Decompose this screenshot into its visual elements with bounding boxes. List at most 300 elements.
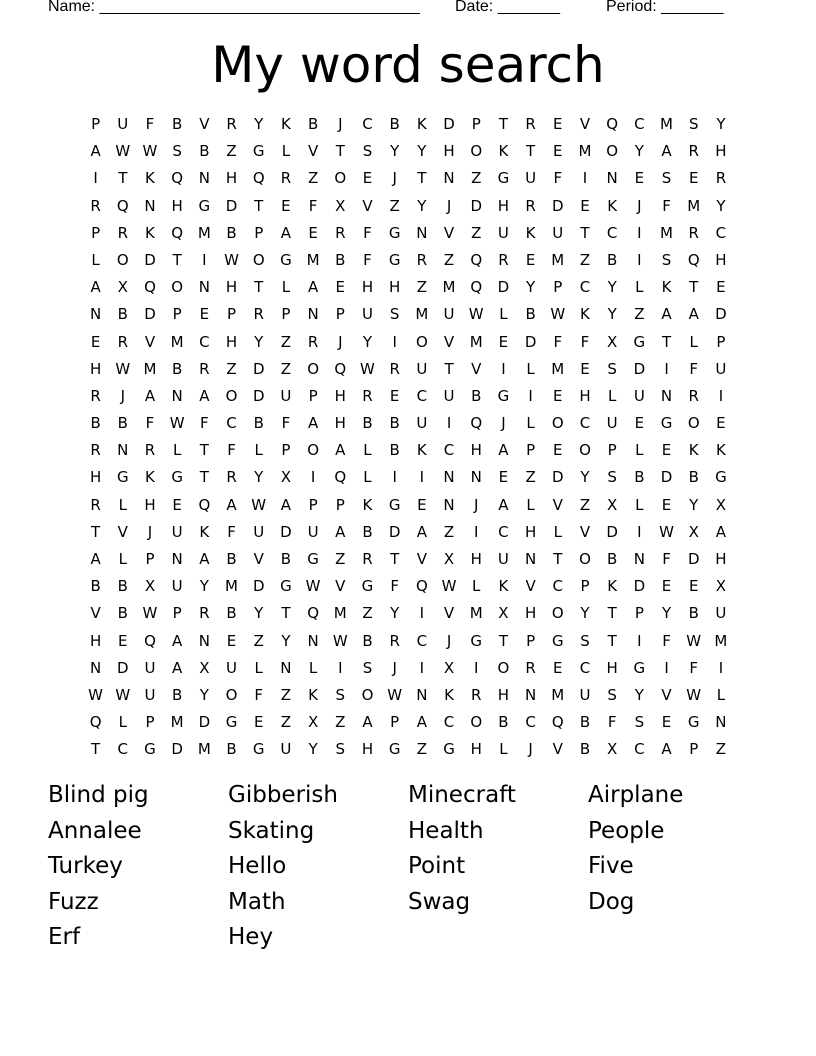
grid-cell[interactable]: A	[144, 386, 156, 405]
grid-cell[interactable]: E	[553, 115, 563, 133]
grid-cell[interactable]: R	[416, 250, 428, 269]
grid-cell[interactable]: E	[362, 169, 373, 188]
grid-cell[interactable]: I	[93, 169, 98, 188]
grid-cell[interactable]: D	[470, 196, 482, 215]
grid-cell[interactable]: L	[635, 495, 644, 514]
grid-cell[interactable]: U	[443, 386, 455, 405]
grid-cell[interactable]: E	[118, 631, 128, 650]
grid-cell[interactable]: R	[199, 604, 210, 623]
grid-cell[interactable]: K	[498, 577, 509, 596]
grid-cell[interactable]: T	[254, 278, 264, 297]
grid-cell[interactable]: Y	[254, 332, 264, 351]
grid-cell[interactable]: A	[715, 522, 727, 541]
grid-cell[interactable]: Y	[716, 115, 726, 133]
grid-cell[interactable]: Y	[689, 495, 699, 514]
grid-cell[interactable]: H	[715, 142, 727, 161]
grid-cell[interactable]: E	[661, 713, 672, 732]
grid-cell[interactable]: B	[688, 468, 699, 487]
grid-cell[interactable]: R	[525, 658, 536, 677]
grid-cell[interactable]: J	[338, 115, 343, 133]
grid-cell[interactable]: S	[661, 250, 672, 269]
grid-cell[interactable]: P	[91, 223, 101, 242]
grid-cell[interactable]: C	[634, 740, 645, 759]
grid-cell[interactable]: P	[227, 305, 237, 324]
grid-cell[interactable]: I	[202, 250, 207, 269]
grid-cell[interactable]: A	[661, 740, 672, 759]
grid-cell[interactable]: P	[689, 740, 699, 759]
grid-cell[interactable]: E	[634, 169, 645, 188]
grid-cell[interactable]: H	[89, 631, 102, 650]
grid-cell[interactable]: I	[474, 658, 479, 677]
grid-cell[interactable]: D	[144, 250, 156, 269]
grid-cell[interactable]: G	[715, 468, 727, 487]
grid-cell[interactable]: J	[147, 522, 153, 541]
grid-cell[interactable]: L	[635, 278, 644, 297]
grid-cell[interactable]: I	[664, 658, 669, 677]
grid-cell[interactable]: E	[335, 278, 346, 297]
grid-cell[interactable]: X	[307, 713, 319, 732]
grid-cell[interactable]: D	[552, 196, 564, 215]
grid-cell[interactable]: A	[362, 713, 373, 732]
grid-cell[interactable]: M	[551, 359, 565, 378]
grid-cell[interactable]: M	[578, 142, 592, 161]
grid-cell[interactable]: Z	[307, 169, 319, 188]
grid-cell[interactable]: C	[715, 223, 727, 242]
grid-cell[interactable]: V	[144, 332, 156, 351]
grid-cell[interactable]: T	[390, 550, 400, 568]
grid-cell[interactable]: K	[444, 685, 454, 704]
grid-cell[interactable]: U	[715, 359, 727, 378]
grid-cell[interactable]: N	[443, 468, 455, 487]
grid-cell[interactable]: G	[198, 196, 211, 215]
grid-cell[interactable]: B	[362, 414, 373, 433]
grid-cell[interactable]: R	[688, 223, 699, 242]
grid-cell[interactable]: U	[552, 223, 564, 242]
grid-cell[interactable]: F	[145, 115, 155, 133]
grid-cell[interactable]: P	[335, 495, 345, 514]
grid-cell[interactable]: A	[280, 495, 292, 514]
grid-cell[interactable]: H	[470, 740, 482, 759]
grid-cell[interactable]: Q	[687, 250, 700, 269]
grid-cell[interactable]: L	[553, 522, 562, 541]
grid-cell[interactable]: I	[310, 468, 316, 487]
grid-cell[interactable]: W	[686, 685, 702, 704]
grid-cell[interactable]: R	[525, 196, 536, 215]
grid-cell[interactable]: P	[281, 441, 291, 460]
grid-cell[interactable]: B	[117, 577, 128, 596]
grid-cell[interactable]: S	[362, 142, 373, 161]
grid-cell[interactable]: C	[579, 278, 591, 297]
grid-cell[interactable]: N	[524, 685, 537, 704]
grid-cell[interactable]: F	[607, 713, 617, 732]
grid-cell[interactable]: U	[443, 305, 455, 324]
grid-cell[interactable]: A	[498, 495, 509, 514]
grid-cell[interactable]: Q	[144, 631, 156, 650]
grid-cell[interactable]: L	[118, 713, 127, 732]
grid-cell[interactable]: H	[361, 278, 374, 297]
grid-cell[interactable]: I	[637, 522, 642, 541]
grid-cell[interactable]: H	[579, 386, 591, 405]
grid-cell[interactable]: N	[470, 468, 482, 487]
grid-cell[interactable]: J	[446, 631, 452, 650]
grid-cell[interactable]: U	[416, 414, 428, 433]
grid-cell[interactable]: E	[498, 332, 509, 351]
grid-cell[interactable]: T	[607, 604, 617, 623]
grid-cell[interactable]: H	[470, 550, 482, 568]
grid-cell[interactable]: O	[334, 169, 347, 188]
grid-cell[interactable]: Z	[715, 740, 727, 759]
grid-cell[interactable]: N	[524, 550, 537, 568]
grid-cell[interactable]: Z	[389, 196, 400, 215]
grid-cell[interactable]: F	[363, 223, 372, 242]
grid-cell[interactable]: W	[387, 685, 403, 704]
grid-cell[interactable]: Y	[254, 604, 264, 623]
grid-cell[interactable]: S	[172, 142, 182, 161]
grid-cell[interactable]: G	[551, 631, 564, 650]
grid-cell[interactable]: E	[90, 332, 101, 351]
grid-cell[interactable]: W	[468, 305, 484, 324]
grid-cell[interactable]: Z	[416, 740, 427, 759]
grid-cell[interactable]: P	[308, 495, 318, 514]
grid-cell[interactable]: K	[145, 468, 155, 487]
grid-cell[interactable]: V	[525, 577, 536, 596]
grid-cell[interactable]: Q	[198, 495, 211, 514]
grid-cell[interactable]: B	[199, 142, 210, 161]
grid-cell[interactable]: M	[197, 740, 211, 759]
grid-cell[interactable]: A	[172, 631, 183, 650]
grid-cell[interactable]: U	[497, 223, 509, 242]
grid-cell[interactable]: N	[660, 386, 673, 405]
grid-cell[interactable]: O	[606, 142, 619, 161]
grid-cell[interactable]: T	[118, 169, 128, 188]
grid-cell[interactable]: B	[389, 115, 400, 133]
grid-cell[interactable]: E	[580, 196, 590, 215]
grid-cell[interactable]: I	[718, 658, 724, 677]
grid-cell[interactable]: V	[199, 115, 210, 133]
grid-cell[interactable]: L	[118, 495, 127, 514]
grid-cell[interactable]: C	[117, 740, 129, 759]
grid-cell[interactable]: O	[307, 359, 319, 378]
grid-cell[interactable]: P	[580, 577, 590, 596]
grid-cell[interactable]: E	[580, 359, 590, 378]
name-field[interactable]: Name: ____________________________________	[48, 0, 420, 15]
grid-cell[interactable]: N	[633, 550, 645, 568]
grid-cell[interactable]: I	[582, 169, 588, 188]
grid-cell[interactable]: J	[501, 414, 506, 433]
grid-cell[interactable]: B	[172, 359, 183, 378]
grid-cell[interactable]: W	[686, 631, 702, 650]
grid-cell[interactable]: Q	[470, 414, 483, 433]
grid-cell[interactable]: T	[199, 441, 209, 460]
grid-cell[interactable]: V	[90, 604, 101, 623]
grid-cell[interactable]: X	[607, 740, 618, 759]
grid-cell[interactable]: B	[471, 386, 482, 405]
grid-cell[interactable]: V	[335, 577, 346, 596]
grid-cell[interactable]: L	[526, 359, 535, 378]
grid-cell[interactable]: D	[117, 658, 129, 677]
grid-cell[interactable]: Q	[171, 223, 184, 242]
grid-cell[interactable]: P	[526, 631, 536, 650]
grid-cell[interactable]: Q	[551, 713, 564, 732]
grid-cell[interactable]: T	[498, 631, 508, 650]
grid-cell[interactable]: V	[552, 495, 563, 514]
grid-cell[interactable]: Q	[334, 468, 347, 487]
grid-cell[interactable]: E	[498, 468, 509, 487]
grid-cell[interactable]: O	[171, 278, 184, 297]
grid-cell[interactable]: P	[91, 115, 101, 133]
grid-cell[interactable]: L	[472, 577, 481, 596]
grid-cell[interactable]: E	[661, 577, 672, 596]
grid-cell[interactable]: U	[633, 386, 645, 405]
grid-cell[interactable]: B	[117, 414, 128, 433]
grid-cell[interactable]: A	[172, 658, 183, 677]
grid-cell[interactable]: C	[498, 522, 509, 541]
grid-cell[interactable]: K	[498, 142, 509, 161]
grid-cell[interactable]: N	[280, 658, 292, 677]
grid-cell[interactable]: C	[634, 115, 645, 133]
grid-cell[interactable]: G	[116, 468, 129, 487]
grid-cell[interactable]: Y	[390, 142, 400, 161]
grid-cell[interactable]: C	[443, 713, 455, 732]
grid-cell[interactable]: B	[307, 115, 319, 133]
grid-cell[interactable]: M	[469, 604, 483, 623]
grid-cell[interactable]: W	[305, 577, 321, 596]
grid-cell[interactable]: B	[607, 250, 618, 269]
grid-cell[interactable]: A	[688, 305, 699, 324]
grid-cell[interactable]: L	[499, 305, 508, 324]
grid-cell[interactable]: V	[117, 522, 128, 541]
grid-cell[interactable]: D	[633, 359, 646, 378]
grid-cell[interactable]: G	[171, 468, 183, 487]
grid-cell[interactable]: Y	[716, 196, 726, 215]
grid-cell[interactable]: T	[689, 278, 699, 297]
grid-cell[interactable]: Q	[116, 196, 129, 215]
grid-cell[interactable]: U	[497, 550, 509, 568]
grid-cell[interactable]: F	[308, 196, 318, 215]
grid-cell[interactable]: R	[280, 169, 292, 188]
grid-cell[interactable]: G	[497, 169, 510, 188]
grid-cell[interactable]: H	[389, 278, 401, 297]
grid-cell[interactable]: L	[91, 250, 100, 269]
grid-cell[interactable]: R	[525, 115, 536, 133]
grid-cell[interactable]: R	[90, 441, 101, 460]
grid-cell[interactable]: T	[172, 250, 182, 269]
grid-cell[interactable]: M	[197, 223, 211, 242]
grid-cell[interactable]: Y	[254, 468, 264, 487]
grid-cell[interactable]: G	[660, 414, 673, 433]
grid-cell[interactable]: Q	[470, 250, 483, 269]
grid-cell[interactable]: B	[389, 414, 400, 433]
grid-cell[interactable]: M	[225, 577, 238, 596]
grid-cell[interactable]: N	[171, 550, 183, 568]
grid-cell[interactable]: L	[607, 386, 617, 405]
grid-cell[interactable]: Q	[307, 604, 319, 623]
grid-cell[interactable]: D	[524, 332, 537, 351]
grid-cell[interactable]: G	[280, 577, 292, 596]
grid-cell[interactable]: K	[661, 278, 672, 297]
grid-cell[interactable]: E	[172, 495, 182, 514]
grid-cell[interactable]: M	[415, 305, 429, 324]
grid-cell[interactable]: E	[553, 441, 563, 460]
grid-cell[interactable]: V	[443, 604, 455, 623]
grid-cell[interactable]: W	[441, 577, 457, 596]
grid-cell[interactable]: B	[335, 250, 346, 269]
grid-cell[interactable]: U	[525, 169, 537, 188]
grid-cell[interactable]: G	[252, 740, 265, 759]
grid-cell[interactable]: O	[470, 713, 483, 732]
grid-cell[interactable]: M	[333, 604, 347, 623]
grid-cell[interactable]: X	[607, 332, 618, 351]
grid-cell[interactable]: G	[361, 577, 374, 596]
grid-cell[interactable]: E	[661, 495, 672, 514]
grid-cell[interactable]: E	[716, 414, 726, 433]
grid-cell[interactable]: Y	[417, 196, 427, 215]
grid-cell[interactable]: K	[145, 169, 155, 188]
grid-cell[interactable]: P	[335, 305, 345, 324]
grid-cell[interactable]: Y	[254, 115, 264, 133]
grid-cell[interactable]: Z	[280, 685, 292, 704]
grid-cell[interactable]: N	[89, 305, 102, 324]
grid-cell[interactable]: J	[446, 196, 452, 215]
grid-cell[interactable]: P	[308, 386, 318, 405]
grid-cell[interactable]: F	[662, 631, 671, 650]
grid-cell[interactable]: I	[474, 522, 479, 541]
grid-cell[interactable]: P	[553, 278, 563, 297]
grid-cell[interactable]: E	[199, 305, 210, 324]
grid-cell[interactable]: D	[633, 577, 646, 596]
grid-cell[interactable]: N	[171, 386, 183, 405]
date-field[interactable]: Date: _______	[455, 0, 560, 15]
grid-cell[interactable]: T	[335, 142, 345, 161]
grid-cell[interactable]: A	[90, 142, 101, 161]
grid-cell[interactable]: Y	[417, 142, 427, 161]
grid-cell[interactable]: T	[199, 468, 209, 487]
grid-cell[interactable]: S	[607, 468, 617, 487]
grid-cell[interactable]: B	[362, 631, 373, 650]
grid-cell[interactable]: K	[362, 495, 373, 514]
grid-cell[interactable]: H	[497, 196, 510, 215]
grid-cell[interactable]: D	[252, 577, 265, 596]
grid-cell[interactable]: F	[200, 414, 209, 433]
grid-cell[interactable]: B	[226, 740, 237, 759]
grid-cell[interactable]: A	[307, 278, 319, 297]
grid-cell[interactable]: V	[552, 740, 563, 759]
grid-cell[interactable]: A	[661, 305, 672, 324]
grid-cell[interactable]: O	[579, 441, 591, 460]
grid-cell[interactable]: E	[253, 713, 264, 732]
grid-cell[interactable]: B	[172, 115, 183, 133]
grid-cell[interactable]: G	[687, 713, 700, 732]
grid-cell[interactable]: M	[551, 685, 565, 704]
grid-cell[interactable]: W	[224, 250, 239, 269]
grid-cell[interactable]: E	[634, 414, 645, 433]
grid-cell[interactable]: C	[362, 115, 373, 133]
grid-cell[interactable]: R	[90, 495, 101, 514]
grid-cell[interactable]: F	[553, 332, 563, 351]
grid-cell[interactable]: I	[718, 386, 724, 405]
grid-cell[interactable]: J	[637, 196, 642, 215]
grid-cell[interactable]: O	[225, 386, 238, 405]
grid-cell[interactable]: K	[607, 196, 618, 215]
grid-cell[interactable]: Z	[280, 359, 292, 378]
grid-cell[interactable]: R	[362, 386, 373, 405]
grid-cell[interactable]: E	[308, 223, 318, 242]
grid-cell[interactable]: V	[579, 522, 591, 541]
grid-cell[interactable]: C	[416, 631, 428, 650]
grid-cell[interactable]: U	[361, 305, 373, 324]
grid-cell[interactable]: R	[117, 332, 128, 351]
grid-cell[interactable]: U	[171, 577, 183, 596]
grid-cell[interactable]: H	[334, 414, 346, 433]
grid-cell[interactable]: O	[579, 550, 591, 568]
grid-cell[interactable]: X	[607, 495, 618, 514]
grid-cell[interactable]: C	[525, 713, 536, 732]
grid-cell[interactable]: Q	[171, 169, 184, 188]
grid-cell[interactable]: D	[388, 522, 401, 541]
grid-cell[interactable]: U	[579, 685, 591, 704]
grid-cell[interactable]: D	[171, 740, 183, 759]
grid-cell[interactable]: U	[307, 522, 319, 541]
grid-cell[interactable]: H	[606, 658, 618, 677]
grid-cell[interactable]: R	[688, 142, 699, 161]
grid-cell[interactable]: S	[580, 631, 590, 650]
grid-cell[interactable]: P	[172, 604, 182, 623]
grid-cell[interactable]: S	[362, 658, 373, 677]
grid-cell[interactable]: U	[416, 359, 428, 378]
grid-cell[interactable]: Z	[280, 332, 292, 351]
grid-cell[interactable]: Q	[144, 278, 156, 297]
grid-cell[interactable]: D	[144, 305, 156, 324]
grid-cell[interactable]: X	[335, 196, 346, 215]
grid-cell[interactable]: S	[335, 740, 346, 759]
grid-cell[interactable]: R	[144, 441, 156, 460]
grid-cell[interactable]: N	[443, 495, 455, 514]
grid-cell[interactable]: B	[525, 305, 536, 324]
grid-cell[interactable]: R	[226, 468, 237, 487]
grid-cell[interactable]: E	[525, 250, 536, 269]
grid-cell[interactable]: Q	[470, 278, 483, 297]
grid-cell[interactable]: S	[607, 685, 617, 704]
grid-cell[interactable]: F	[145, 414, 155, 433]
grid-cell[interactable]: O	[415, 332, 428, 351]
grid-cell[interactable]: T	[553, 550, 563, 568]
grid-cell[interactable]: H	[225, 278, 238, 297]
grid-cell[interactable]: U	[144, 685, 156, 704]
grid-cell[interactable]: X	[144, 577, 156, 596]
grid-cell[interactable]: B	[280, 550, 292, 568]
grid-cell[interactable]: H	[715, 250, 727, 269]
grid-cell[interactable]: M	[660, 115, 673, 133]
grid-cell[interactable]: L	[526, 414, 535, 433]
grid-cell[interactable]: F	[553, 169, 563, 188]
grid-cell[interactable]: B	[688, 604, 699, 623]
grid-cell[interactable]: T	[417, 169, 427, 188]
grid-cell[interactable]: H	[89, 468, 102, 487]
grid-cell[interactable]: B	[90, 414, 101, 433]
grid-cell[interactable]: R	[117, 223, 128, 242]
grid-cell[interactable]: I	[446, 414, 452, 433]
grid-cell[interactable]: L	[281, 142, 291, 161]
grid-cell[interactable]: S	[688, 115, 699, 133]
grid-cell[interactable]: P	[716, 332, 726, 351]
grid-cell[interactable]: V	[661, 685, 672, 704]
grid-cell[interactable]: A	[661, 142, 672, 161]
grid-cell[interactable]: P	[607, 441, 617, 460]
grid-cell[interactable]: C	[579, 414, 591, 433]
grid-cell[interactable]: P	[281, 305, 291, 324]
grid-cell[interactable]: V	[253, 550, 264, 568]
grid-cell[interactable]: Z	[471, 223, 482, 242]
